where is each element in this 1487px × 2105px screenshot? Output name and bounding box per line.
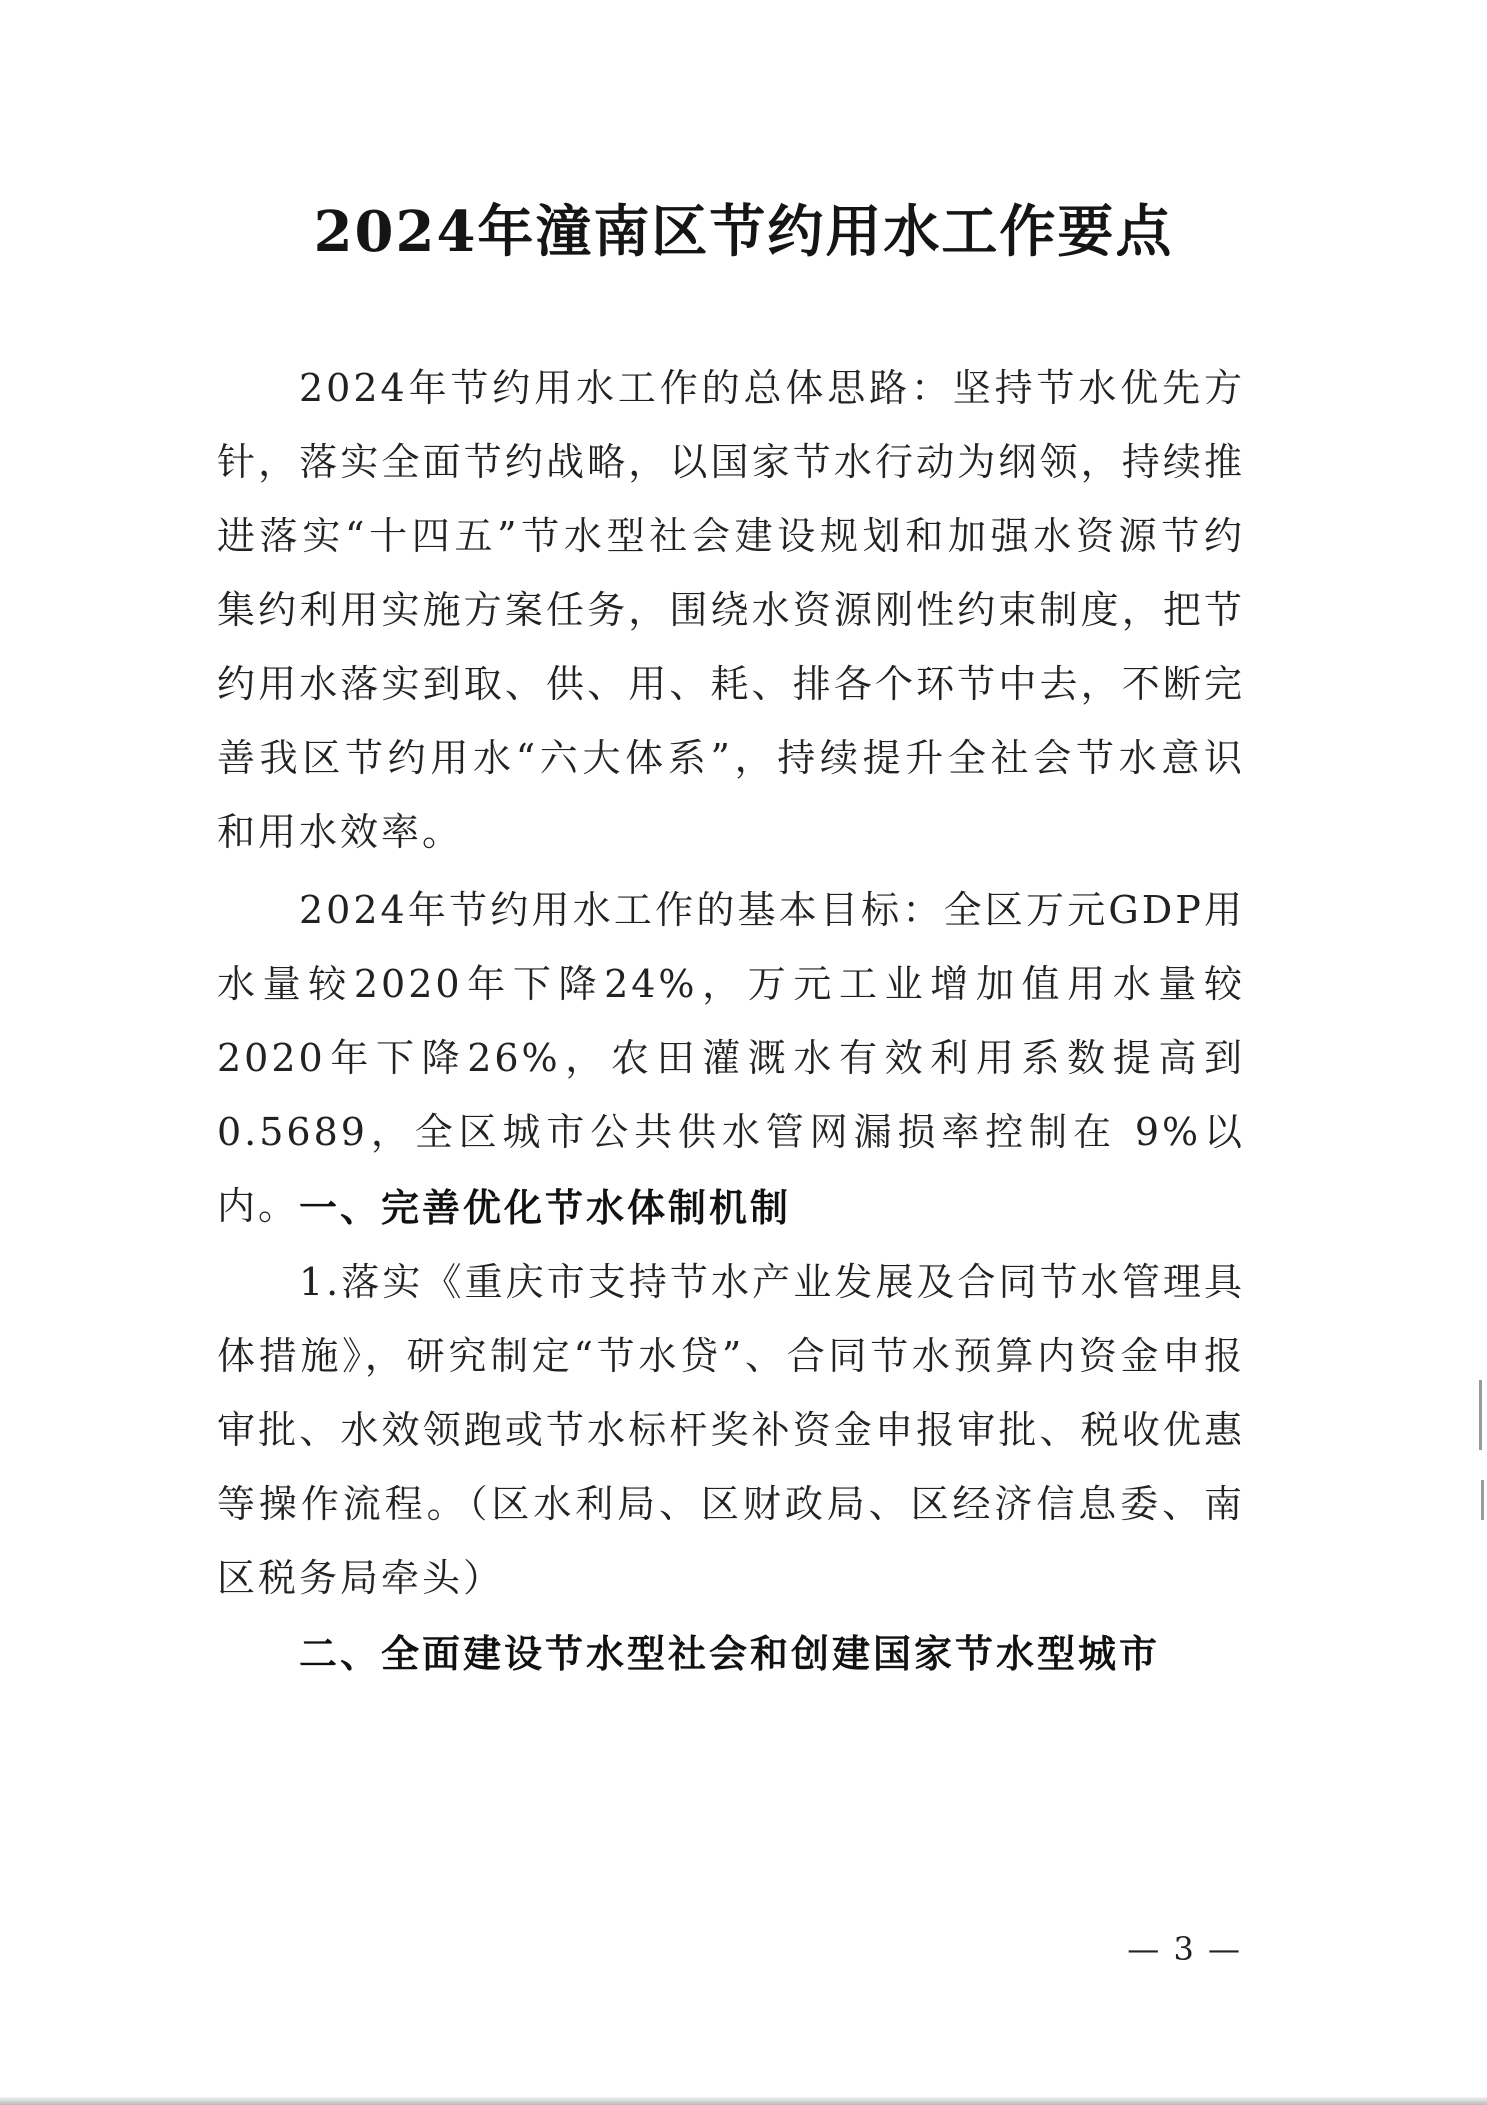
- document-title: 2024年潼南区节约用水工作要点: [313, 199, 1174, 265]
- scan-edge-mark: [1481, 1480, 1484, 1520]
- scan-bottom-edge: [0, 2097, 1487, 2105]
- section-heading-2: 二、全面建设节水型社会和创建国家节水型城市: [299, 1631, 1161, 1676]
- paragraph-item-1: 1.落实《重庆市支持节水产业发展及合同节水管理具体措施》，研究制定“节水贷”、合同节水预算内资金申报审批、水效领跑或节水标杆奖补资金申报审批、税收优惠等操作流程。（区水利局、区财政局、区经济信息委、南区税务局牵头）: [217, 1260, 1245, 1600]
- paragraph-basic-targets: 2024年节约用水工作的基本目标：全区万元GDP用水量较2020年下降24%，万元工业增加值用水量较2020年下降26%，农田灌溉水有效利用系数提高到0.5689，全区城市公共供水管网漏损率控制在 9%以内。: [217, 888, 1245, 1228]
- page-number: — 3 —: [1127, 1930, 1242, 1968]
- paragraph-general-approach: 2024年节约用水工作的总体思路：坚持节水优先方针，落实全面节约战略，以国家节水行动为纲领，持续推进落实“十四五”节水型社会建设规划和加强水资源节约集约利用实施方案任务，围绕水资源刚性约束制度，把节约用水落实到取、供、用、耗、排各个环节中去，不断完善我区节约用水“六大体系”，持续提升全社会节水意识和用水效率。: [217, 366, 1245, 854]
- section-heading-1: 一、完善优化节水体制机制: [299, 1185, 792, 1230]
- scan-edge-mark: [1479, 1380, 1482, 1450]
